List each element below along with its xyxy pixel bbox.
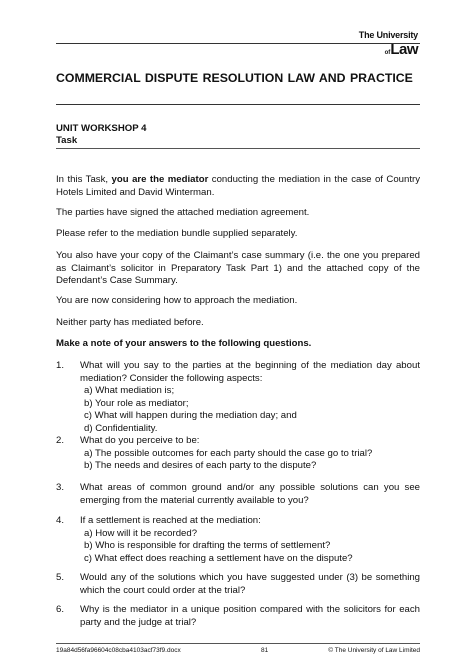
question-number: 3. (56, 482, 65, 493)
intro-p1-before: In this Task, (56, 174, 112, 185)
intro-paragraph-6: Neither party has mediated before. (56, 317, 204, 328)
question-sub: b) The needs and desires of each party to the dispute? (84, 460, 317, 471)
intro-paragraph-4: You also have your copy of the Claimant’s case summary (i.e. the one you prepared as Claimant’s solicitor in Preparatory Task Part 1) and the attached copy of the Defendant’s Case Summary. (56, 250, 420, 286)
logo-line3: Law (390, 41, 418, 58)
logo-line2: of (384, 50, 391, 56)
question-sub: c) What will happen during the mediation day; and (84, 410, 297, 421)
question-text: What do you perceive to be: (80, 435, 200, 446)
intro-paragraph-3: Please refer to the mediation bundle supplied separately. (56, 228, 298, 239)
page-title: COMMERCIAL DISPUTE RESOLUTION LAW AND PRACTICE (56, 71, 413, 85)
question-sub: a) How will it be recorded? (84, 527, 198, 539)
intro-p1-after: conducting the mediation in the case of Country Hotels Limited and David Winterman. (56, 174, 421, 198)
question-sub: a) The possible outcomes for each party should the case go to trial? (84, 447, 373, 459)
question-text: If a settlement is reached at the mediation: (80, 515, 261, 526)
question-text: Would any of the solutions which you have suggested under (3) be something which the court could order at the trial? (80, 572, 420, 596)
footer-copyright: © The University of Law Limited (328, 647, 420, 654)
question-number: 2. (56, 435, 65, 446)
footer-page-number: 81 (261, 647, 269, 654)
logo-line1: The University (358, 30, 418, 40)
task-rule (56, 148, 420, 149)
footer-filename: 19a84d56fa96604c08cba4103acf73f9.docx (56, 647, 181, 654)
question-sub: b) Who is responsible for drafting the terms of settlement? (84, 540, 331, 551)
question-sub: d) Confidentiality. (84, 422, 158, 434)
unit-heading: UNIT WORKSHOP 4 (56, 123, 147, 134)
question-text: Why is the mediator in a unique position compared with the solicitors for each party and the judge at trial? (80, 604, 420, 628)
question-text: What will you say to the parties at the beginning of the mediation day about mediation? Consider the following aspects: (80, 360, 420, 384)
question-5 (56, 572, 420, 597)
question-text: What areas of common ground and/or any possible solutions can you see emerging from the material currently available to you? (80, 482, 420, 506)
intro-paragraph-5: You are now considering how to approach the mediation. (56, 295, 298, 306)
question-number: 1. (56, 360, 65, 371)
intro-paragraph-1 (56, 174, 420, 199)
intro-p1-bold: you are the mediator (111, 174, 209, 185)
question-sub: c) What effect does reaching a settlement have on the dispute? (84, 552, 353, 564)
intro-paragraph-2: The parties have signed the attached mediation agreement. (56, 207, 310, 218)
header-rule (56, 43, 420, 44)
question-sub: b) Your role as mediator; (84, 397, 189, 409)
question-6 (56, 604, 420, 629)
question-number: 5. (56, 572, 65, 583)
page-footer (56, 643, 420, 654)
question-number: 6. (56, 604, 65, 615)
question-1 (56, 360, 420, 435)
question-3 (56, 482, 420, 507)
question-2 (56, 435, 420, 473)
task-heading: Task (56, 135, 78, 146)
question-sub: a) What mediation is; (84, 385, 175, 396)
title-rule (56, 104, 420, 105)
question-number: 4. (56, 515, 65, 526)
question-4 (56, 515, 420, 565)
instruction-text: Make a note of your answers to the following questions. (56, 338, 312, 349)
university-logo (359, 26, 418, 58)
